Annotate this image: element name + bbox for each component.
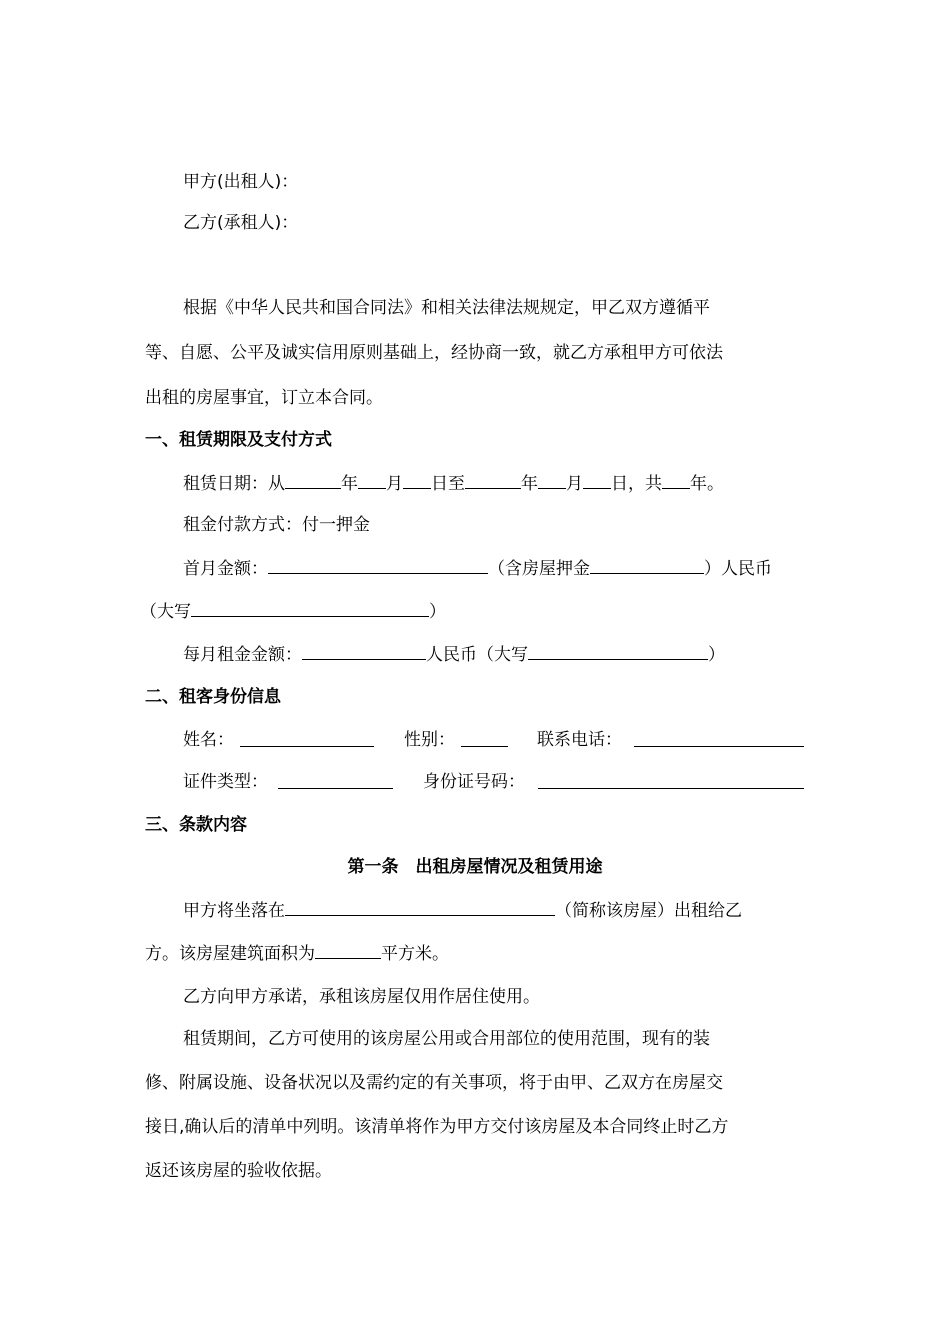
total-years-blank[interactable] [662, 471, 690, 489]
first-month-amount-blank[interactable] [268, 556, 488, 574]
section-3-heading: 三、条款内容 [145, 815, 247, 835]
section-1-heading: 一、租赁期限及支付方式 [145, 430, 332, 450]
id-type-label: 证件类型： [183, 772, 268, 792]
day-total-label: 日，共 [611, 474, 662, 494]
lease-period-line [183, 471, 724, 496]
usage-line: 乙方向甲方承诺，承租该房屋仅用作居住使用。 [183, 987, 540, 1007]
area-prefix: 方。该房屋建筑面积为 [145, 944, 315, 964]
gender-label: 性别： [404, 730, 455, 750]
location-blank[interactable] [285, 898, 555, 916]
end-day-blank[interactable] [583, 471, 611, 489]
area-blank[interactable] [315, 941, 381, 959]
start-month-blank[interactable] [358, 471, 386, 489]
lessor-label: 甲方(出租人)： [183, 172, 299, 192]
deposit-label: （含房屋押金 [488, 559, 590, 579]
monthly-rent-label: 每月租金金额： [183, 645, 302, 665]
id-type-blank[interactable] [278, 771, 393, 789]
monthly-rmb-label: 人民币（大写 [426, 645, 528, 665]
first-month-capital-blank[interactable] [191, 599, 429, 617]
location-line [183, 898, 742, 923]
area-line [145, 941, 449, 966]
month-label: 月 [566, 474, 583, 494]
capital-close: ） [429, 602, 446, 622]
capital-label: （大写 [140, 602, 191, 622]
first-month-line [183, 556, 772, 581]
section-2-heading: 二、租客身份信息 [145, 687, 281, 707]
end-year-blank[interactable] [465, 471, 521, 489]
scope-line-3: 接日,确认后的清单中列明。该清单将作为甲方交付该房屋及本合同终止时乙方 [145, 1117, 729, 1137]
article-1-title: 第一条 出租房屋情况及租赁用途 [347, 857, 603, 877]
monthly-rent-blank[interactable] [302, 642, 426, 660]
years-end-label: 年。 [690, 474, 724, 494]
scope-line-4: 返还该房屋的验收依据。 [145, 1161, 332, 1181]
monthly-rent-line [183, 642, 725, 667]
preamble-line-1: 根据《中华人民共和国合同法》和相关法律法规规定，甲乙双方遵循平 [183, 298, 710, 318]
phone-label: 联系电话： [537, 730, 622, 750]
deposit-amount-blank[interactable] [590, 556, 704, 574]
name-label: 姓名： [183, 730, 234, 750]
location-suffix: （简称该房屋）出租给乙 [555, 901, 742, 921]
phone-blank[interactable] [634, 729, 804, 747]
end-month-blank[interactable] [538, 471, 566, 489]
first-month-label: 首月金额： [183, 559, 268, 579]
monthly-close: ） [708, 645, 725, 665]
area-suffix: 平方米。 [381, 944, 449, 964]
gender-blank[interactable] [461, 729, 508, 747]
scope-line-1: 租赁期间，乙方可使用的该房屋公用或合用部位的使用范围，现有的装 [183, 1029, 710, 1049]
month-label: 月 [386, 474, 403, 494]
start-year-blank[interactable] [285, 471, 341, 489]
preamble-line-3: 出租的房屋事宜，订立本合同。 [145, 388, 383, 408]
start-day-blank[interactable] [403, 471, 431, 489]
lessee-label: 乙方(承租人)： [183, 213, 299, 233]
id-number-blank[interactable] [538, 771, 804, 789]
day-to-label: 日至 [431, 474, 465, 494]
lease-period-label: 租赁日期：从 [183, 474, 285, 494]
name-blank[interactable] [240, 729, 374, 747]
monthly-capital-blank[interactable] [528, 642, 708, 660]
scope-line-2: 修、附属设施、设备状况以及需约定的有关事项，将于由甲、乙双方在房屋交 [145, 1073, 723, 1093]
rmb-label: ）人民币 [704, 559, 772, 579]
location-label: 甲方将坐落在 [183, 901, 285, 921]
first-month-capital-line [140, 599, 446, 624]
preamble-line-2: 等、自愿、公平及诚实信用原则基础上，经协商一致，就乙方承租甲方可依法 [145, 343, 723, 363]
year-label: 年 [341, 474, 358, 494]
payment-method: 租金付款方式：付一押金 [183, 515, 370, 535]
year-label: 年 [521, 474, 538, 494]
id-number-label: 身份证号码： [423, 772, 525, 792]
